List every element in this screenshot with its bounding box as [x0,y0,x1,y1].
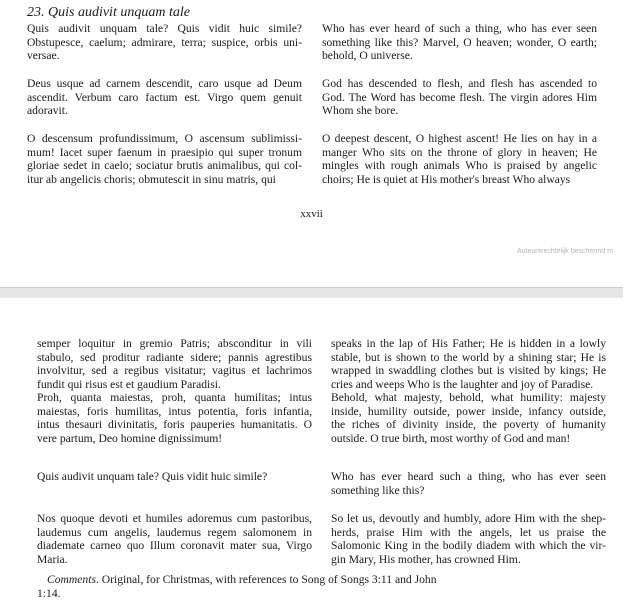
copyright-watermark: Auteursrechtelijk beschermd m [517,248,614,255]
english-paragraph [331,470,606,497]
text-line: versae. [27,49,60,63]
text-line: outside. O true birth, most worthy of God and man! [331,431,571,445]
text-line: Maria. [37,552,68,566]
text-line: Quis audivit unquam tale? Quis vidit huic simile? [27,22,302,35]
comments-label: Comments [47,573,96,586]
hymn-heading: 23. Quis audivit unquam tale [27,5,190,20]
page-number: xxvii [300,208,323,220]
text-line: O deepest descent, O highest ascent! He lies on hay in a [322,132,597,145]
text-line: intus thesauri divinitatis, foris pauperies humanitatis. O [37,418,312,432]
text-line: semper loquitur in gremio Patris; absconditur in vili [37,337,312,350]
text-line: Quis audivit unquam tale? Quis vidit huic simile? [37,470,268,483]
english-paragraph [331,512,606,566]
text-line: adoravit. [27,104,68,118]
comments-text-cont: 1:14. [37,586,61,600]
english-paragraph [331,391,606,445]
text-line: Proh, quanta maiestas, proh, quanta humilitas; intus [37,391,312,404]
text-line: Nos quoque devoti et humiles adoremus cum pastoribus, [37,512,312,525]
text-line: laudemus cum angelis, laudemus regem salomonem in [37,525,312,539]
text-line: gloriae sedet in caelo; sociatur brutis animalibus, qui col- [27,159,302,173]
text-line: stable, but is shown to the world by a shining star; He is [331,350,606,364]
text-line: involvitur, sed a regibus visitatur; vagitus et lachrimos [37,364,312,378]
english-paragraph [322,132,597,186]
book-page-xxvii [0,0,623,287]
text-line: Behold, what majesty, behold, what humility: majesty [331,391,606,404]
text-line: fundit qui risus est et gaudium Paradisi. [37,377,221,391]
text-line: the riches of divinity inside, the poverty of humanity [331,418,606,432]
text-line: Who has ever heard of such a thing, who has ever seen [322,22,597,35]
text-line: something like this? Marvel, O heaven; wonder, O earth; [322,35,597,49]
english-paragraph [331,337,606,391]
text-line: cries and weeps Who is the laughter and joy of Paradise. [331,377,594,391]
latin-paragraph [37,470,312,484]
latin-paragraph [27,132,302,186]
english-paragraph [322,22,597,63]
latin-paragraph [27,77,302,118]
text-line: God. The Word has become flesh. The virgin adores Him [322,90,597,104]
text-line: behold, O universe. [322,49,413,63]
latin-paragraph [37,337,312,391]
comments-text: . Original, for Christmas, with references to Song of Songs 3:11 and John [95,573,437,586]
text-line: Deus usque ad carnem descendit, caro usque ad Deum [27,77,302,90]
text-line: gin Mary, His mother, has crowned Him. [331,552,521,566]
latin-paragraph [27,22,302,63]
text-line: Who has ever heard such a thing, who has ever seen [331,470,606,483]
text-line: diademate carneo quo Illum coronavit mater sua, Virgo [37,539,312,553]
text-line: vere partum, Deo homine dignissimum! [37,431,223,445]
text-line: itur ab angelicis choris; obmutescit in sinu matris, qui [27,172,276,186]
text-line: Whom she bore. [322,104,399,118]
latin-paragraph [37,512,312,566]
text-line: So let us, devoutly and humbly, adore Him with the shep- [331,512,606,525]
text-line: Obstupesce, caelum; admirare, terra; suspice, orbis uni- [27,35,302,49]
text-line: herds, praise Him with the angels, let us praise the [331,525,606,539]
text-line: mum! Iacet super faenum in praesipio qui super tronum [27,145,302,159]
text-line: choirs; He is quiet at His mother's breast Who always [322,172,571,186]
text-line: God has descended to flesh, and flesh has ascended to [322,77,597,90]
text-line: manger Who sits on the throne of glory in heaven; He [322,145,597,159]
english-paragraph [322,77,597,118]
latin-paragraph [37,391,312,445]
text-line: inside, humility outside, power inside, infancy outside, [331,404,606,418]
text-line: wrapped in swaddling clothes but is visited by kings; He [331,364,606,378]
text-line: something like this? [331,483,425,497]
text-line: mingles with rough animals Who is praised by angelic [322,159,597,173]
text-line: O descensum profundissimum, O ascensum sublimissi- [27,132,302,145]
comments-note [37,573,537,600]
book-page-next [0,298,623,602]
text-line: stabulo, sed proditur radiante sidere; pannis agrestibus [37,350,312,364]
text-line: Salomonic King in the bodily diadem with which the vir- [331,539,606,553]
text-line: maiestas, foris humilitas, intus potentia, foris infantia, [37,404,312,418]
text-line: speaks in the lap of His Father; He is hidden in a lowly [331,337,606,350]
text-line: ascendit. Verbum caro factum est. Virgo quem genuit [27,90,302,104]
